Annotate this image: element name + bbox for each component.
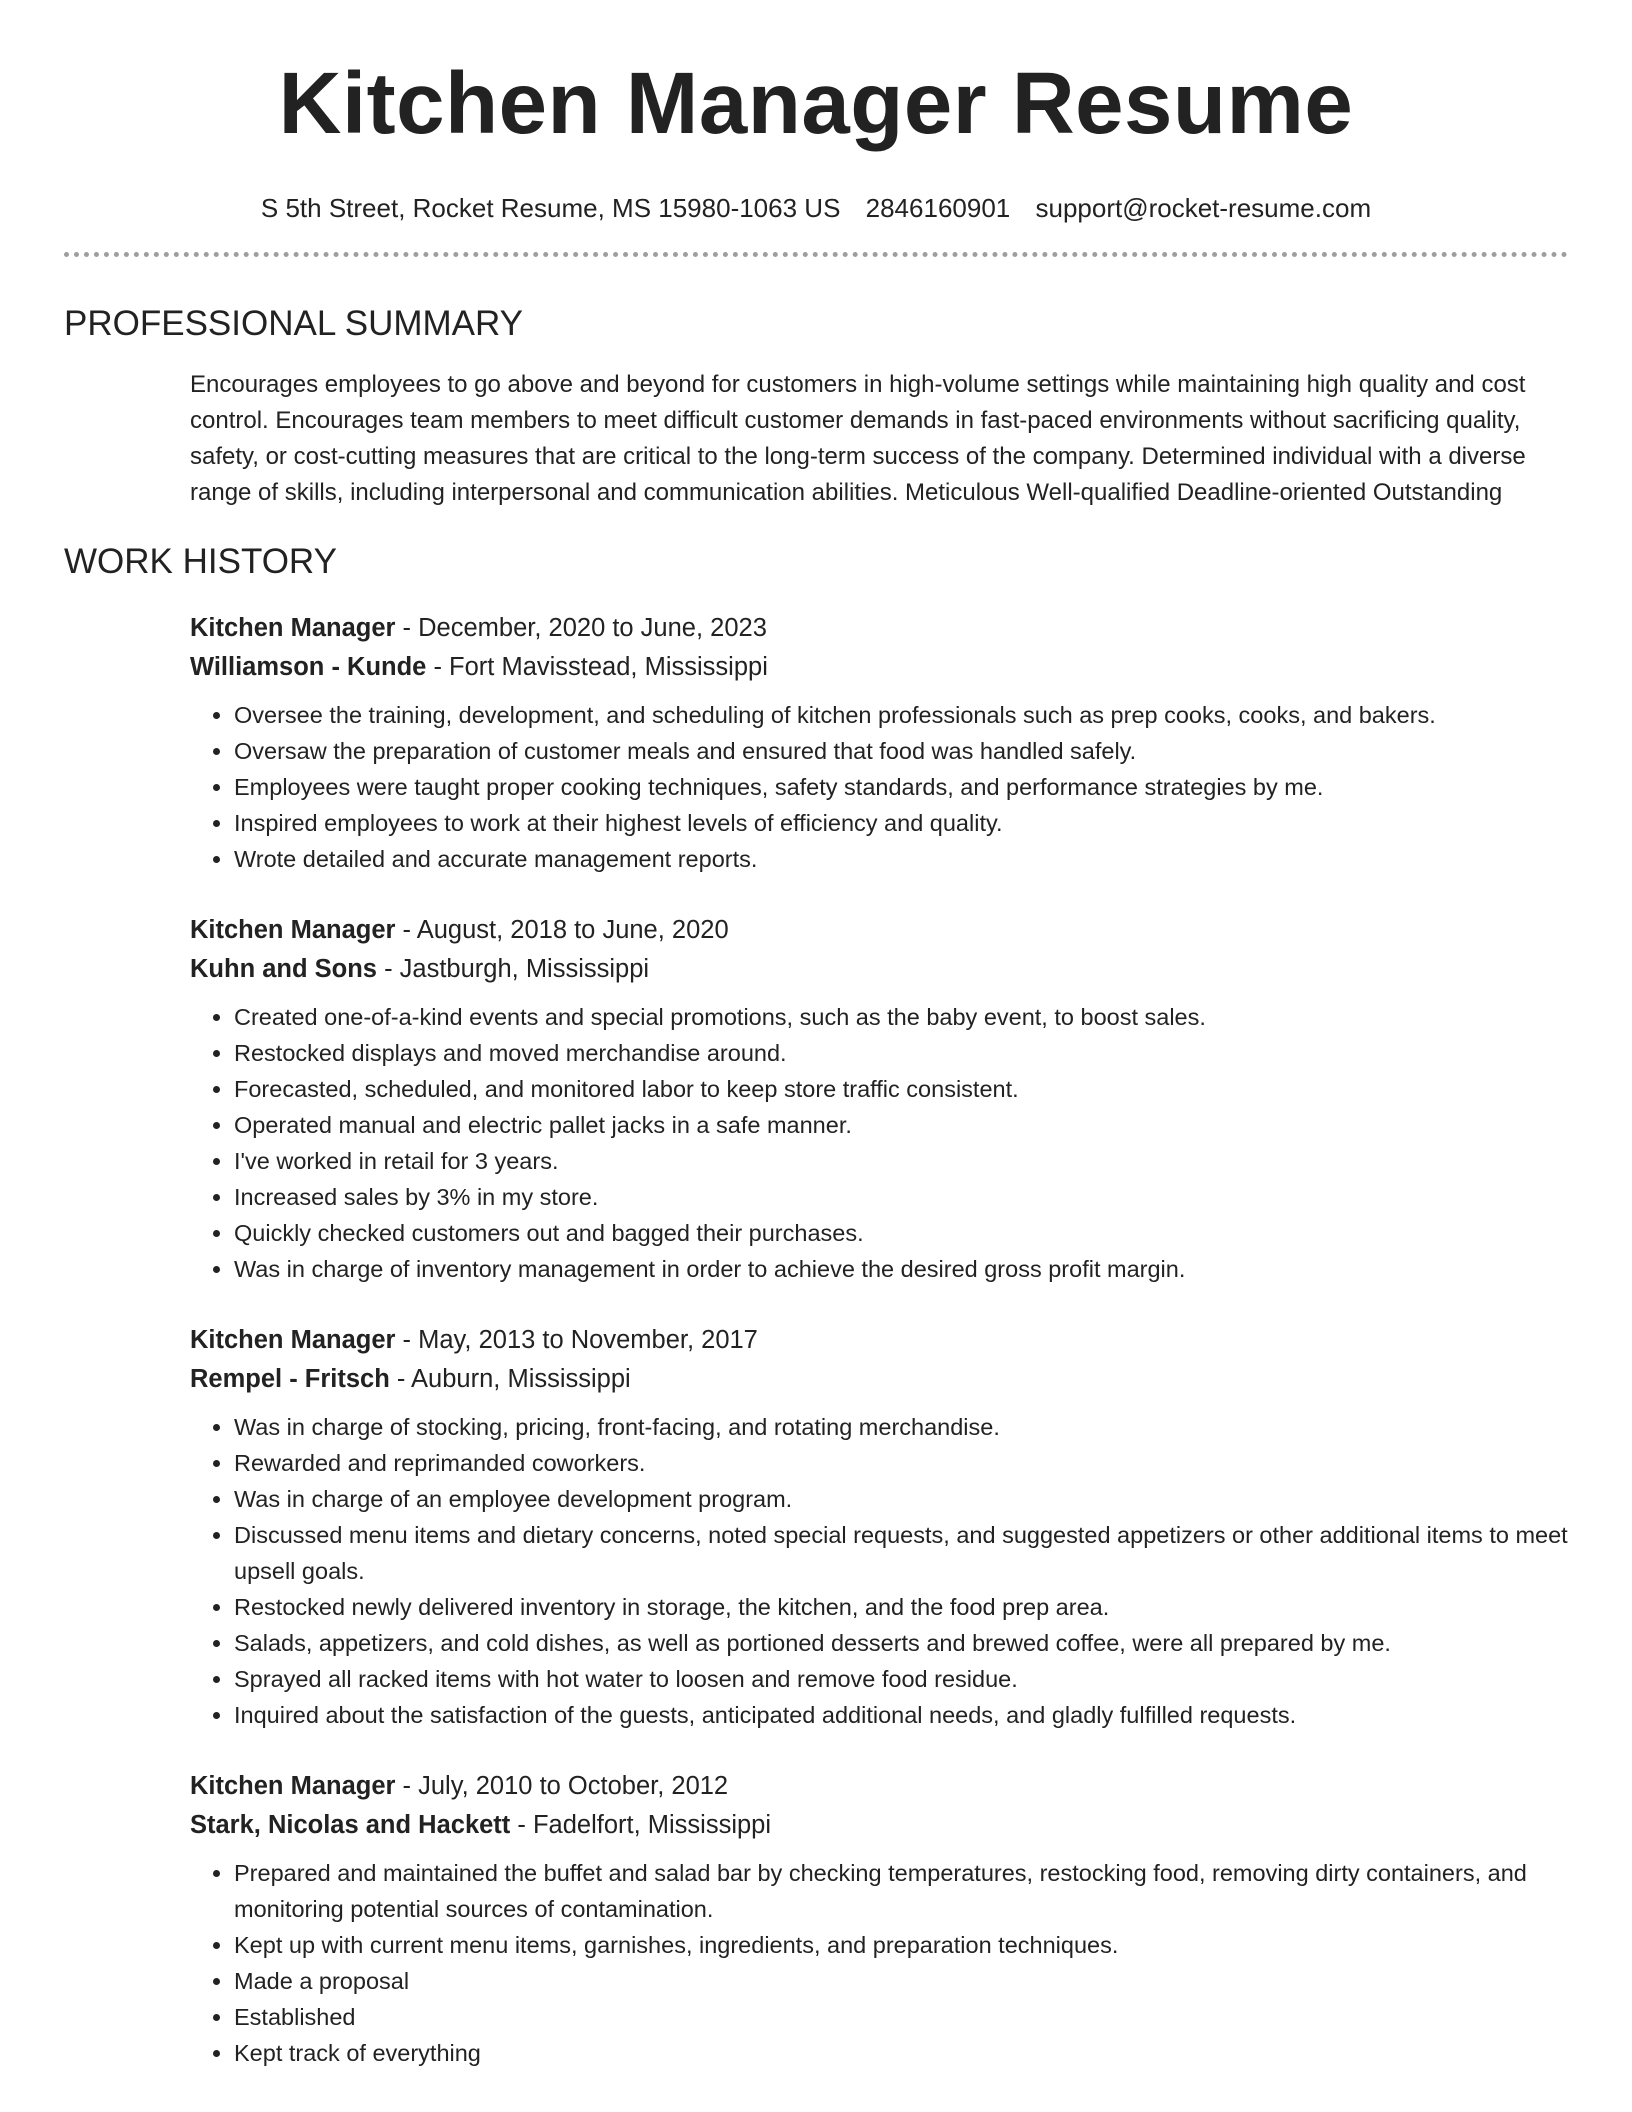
job-bullet: • Prepared and maintained the buffet and salad bar by checking temperatures, restocking food, removing dirty containers, and monitoring potential sources of contamination.: [234, 1855, 1568, 1927]
job-entry: [190, 1321, 1568, 1733]
job-dates: - December, 2020 to June, 2023: [395, 614, 767, 642]
job-bullet: • Sprayed all racked items with hot water to loosen and remove food residue.: [234, 1661, 1568, 1697]
job-bullet: • Employees were taught proper cooking techniques, safety standards, and performance strategies by me.: [234, 769, 1568, 805]
job-bullet-list: [190, 1409, 1568, 1733]
job-bullet: • Was in charge of inventory management in order to achieve the desired gross profit margin.: [234, 1251, 1568, 1287]
job-company: Kuhn and Sons: [190, 955, 377, 983]
resume-title: Kitchen Manager Resume: [278, 55, 1354, 152]
job-bullet: • Increased sales by 3% in my store.: [234, 1179, 1568, 1215]
job-company-line: [190, 950, 1568, 989]
job-bullet-list: [190, 999, 1568, 1287]
job-bullet: • Created one-of-a-kind events and special promotions, such as the baby event, to boost sales.: [234, 999, 1568, 1035]
job-title-line: [190, 911, 1568, 950]
job-bullet: • I've worked in retail for 3 years.: [234, 1143, 1568, 1179]
header-divider: [64, 252, 1568, 257]
job-company: Rempel - Fritsch: [190, 1365, 390, 1393]
work-history-heading: WORK HISTORY: [64, 542, 337, 581]
job-bullet: • Inspired employees to work at their highest levels of efficiency and quality.: [234, 805, 1568, 841]
job-company-line: [190, 1806, 1568, 1845]
job-company: Williamson - Kunde: [190, 653, 427, 681]
contact-email: support@rocket-resume.com: [1035, 193, 1372, 223]
contact-address: S 5th Street, Rocket Resume, MS 15980-1063 US: [260, 193, 841, 223]
contact-line: [64, 192, 1568, 224]
job-location: - Fadelfort, Mississippi: [510, 1811, 772, 1839]
job-title: Kitchen Manager: [190, 614, 396, 642]
job-location: - Fort Mavisstead, Mississippi: [426, 653, 768, 681]
job-bullet: • Rewarded and reprimanded coworkers.: [234, 1445, 1568, 1481]
job-bullet: • Forecasted, scheduled, and monitored labor to keep store traffic consistent.: [234, 1071, 1568, 1107]
job-bullet: • Quickly checked customers out and bagged their purchases.: [234, 1215, 1568, 1251]
summary-text: Encourages employees to go above and beyond for customers in high-volume settings while maintaining high quality and cost control. Encourages team members to meet difficult customer demands in fast-paced environments without sacrificing quality, safety, or cost-cutting measures that are critical to the long-term success of the company. Determined individual with a diverse range of skills, including interpersonal and communication abilities. Meticulous Well-qualified Deadline-oriented Outstanding: [190, 371, 1526, 506]
job-bullet: • Kept up with current menu items, garnishes, ingredients, and preparation techniques.: [234, 1927, 1568, 1963]
job-bullet: • Discussed menu items and dietary concerns, noted special requests, and suggested appetizers or other additional items to meet upsell goals.: [234, 1517, 1568, 1589]
job-bullet-list: [190, 1855, 1568, 2071]
job-bullet: • Restocked displays and moved merchandise around.: [234, 1035, 1568, 1071]
job-dates: - July, 2010 to October, 2012: [395, 1772, 729, 1800]
job-bullet: • Was in charge of an employee development program.: [234, 1481, 1568, 1517]
job-company: Stark, Nicolas and Hackett: [190, 1811, 511, 1839]
job-bullet: • Established: [234, 1999, 1568, 2035]
job-title: Kitchen Manager: [190, 1772, 396, 1800]
job-bullet: • Wrote detailed and accurate management reports.: [234, 841, 1568, 877]
job-entry: [190, 609, 1568, 877]
job-company-line: [190, 1360, 1568, 1399]
job-bullet: • Kept track of everything: [234, 2035, 1568, 2071]
job-company-line: [190, 648, 1568, 687]
job-bullet: • Restocked newly delivered inventory in storage, the kitchen, and the food prep area.: [234, 1589, 1568, 1625]
job-title-line: [190, 1767, 1568, 1806]
job-bullet: • Was in charge of stocking, pricing, front-facing, and rotating merchandise.: [234, 1409, 1568, 1445]
job-bullet: • Made a proposal: [234, 1963, 1568, 1999]
job-bullet: • Inquired about the satisfaction of the guests, anticipated additional needs, and gladly fulfilled requests.: [234, 1697, 1568, 1733]
job-bullet: • Operated manual and electric pallet jacks in a safe manner.: [234, 1107, 1568, 1143]
summary-heading: PROFESSIONAL SUMMARY: [64, 304, 523, 343]
job-bullet-list: [190, 697, 1568, 877]
job-bullet: • Oversee the training, development, and scheduling of kitchen professionals such as prep cooks, cooks, and bakers.: [234, 697, 1568, 733]
job-location: - Auburn, Mississippi: [389, 1365, 631, 1393]
job-entry: [190, 911, 1568, 1287]
job-bullet: • Salads, appetizers, and cold dishes, as well as portioned desserts and brewed coffee, were all prepared by me.: [234, 1625, 1568, 1661]
job-title-line: [190, 609, 1568, 648]
job-dates: - August, 2018 to June, 2020: [395, 916, 729, 944]
job-title: Kitchen Manager: [190, 1326, 396, 1354]
contact-phone: 2846160901: [865, 193, 1011, 223]
job-bullet: • Oversaw the preparation of customer meals and ensured that food was handled safely.: [234, 733, 1568, 769]
job-title: Kitchen Manager: [190, 916, 396, 944]
job-dates: - May, 2013 to November, 2017: [395, 1326, 758, 1354]
job-location: - Jastburgh, Mississippi: [377, 955, 650, 983]
job-entry: [190, 1767, 1568, 2071]
job-title-line: [190, 1321, 1568, 1360]
